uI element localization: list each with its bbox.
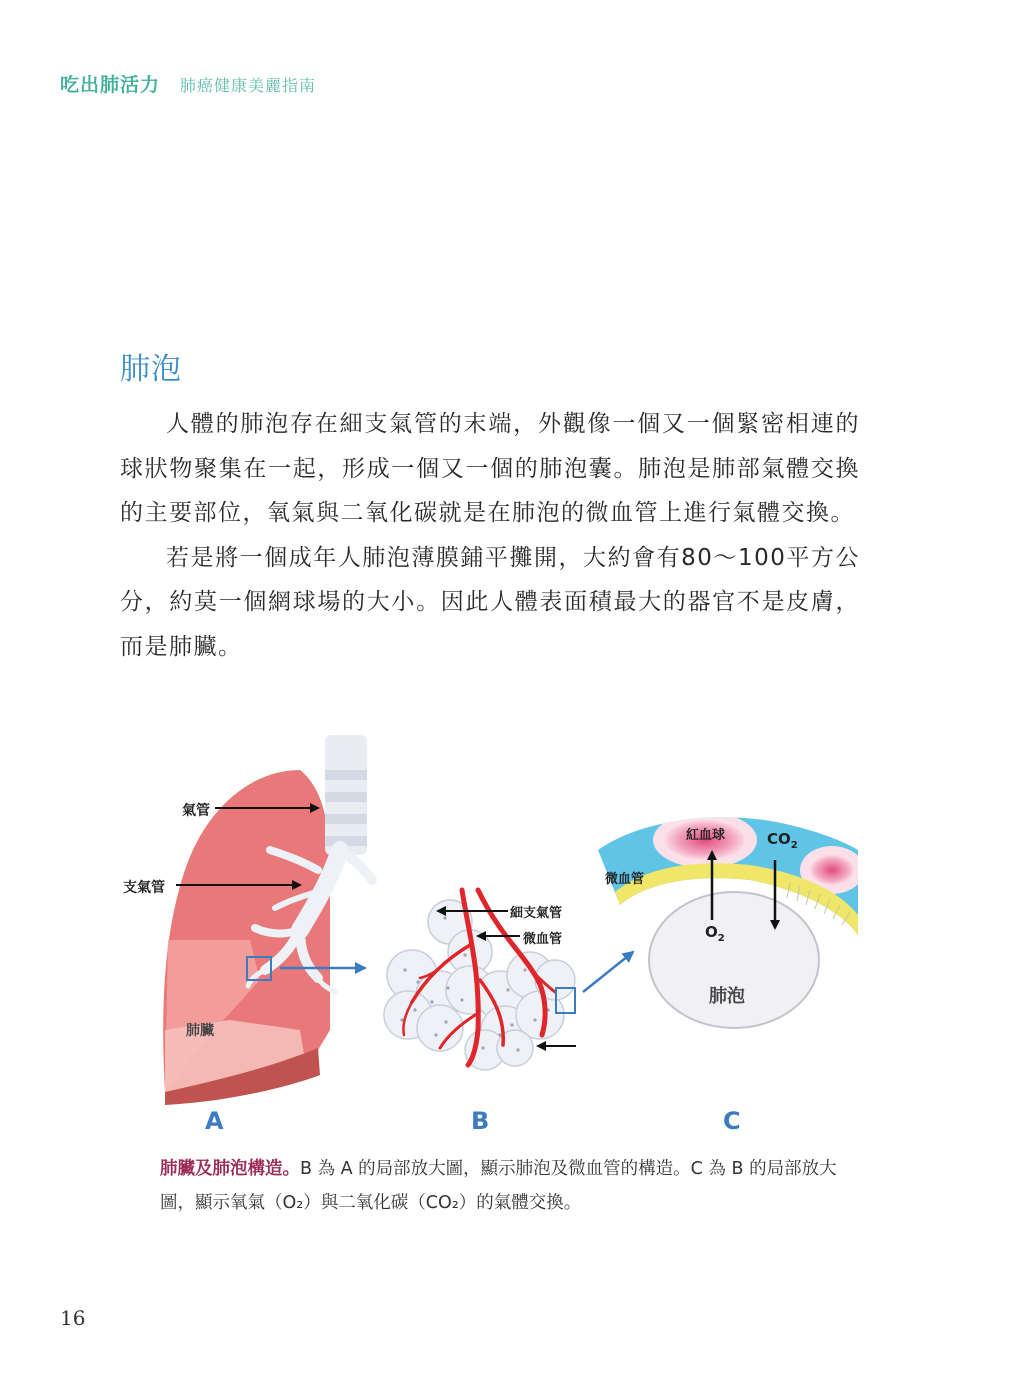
label-trachea: 氣管 xyxy=(182,803,210,819)
lung-alveolus-figure xyxy=(0,730,1021,1150)
caption-text: B 為 A 的局部放大圖，顯示肺泡及微血管的構造。C 為 B 的局部放大圖，顯示氧氣（O₂）與二氧化碳（CO₂）的氣體交換。 xyxy=(160,1159,837,1213)
label-co2: $CO_2$ xyxy=(767,830,798,851)
label-capillary-c: 微血管 xyxy=(605,872,645,887)
label-lung: 肺臟 xyxy=(186,1023,214,1039)
alveoli-diagram xyxy=(384,890,633,1070)
panel-letter-c: C xyxy=(723,1107,741,1135)
panel-letter-a: A xyxy=(205,1107,224,1135)
page-number: 16 xyxy=(60,1306,86,1330)
paragraph: 若是將一個成年人肺泡薄膜鋪平攤開，大約會有80～100平方公分，約莫一個網球場的大小。因此人體表面積最大的器官不是皮膚，而是肺臟。 xyxy=(120,544,860,660)
label-o2: $O_2$ xyxy=(705,923,725,944)
section-title: 肺泡 xyxy=(120,352,182,387)
label-alveolus: 肺泡 xyxy=(709,986,745,1007)
paragraph: 人體的肺泡存在細支氣管的末端，外觀像一個又一個緊密相連的球狀物聚集在一起，形成一個又一個的肺泡囊。肺泡是肺部氣體交換的主要部位，氧氣與二氧化碳就是在肺泡的微血管上進行氣體交換。 xyxy=(120,411,860,526)
lung-diagram xyxy=(163,735,372,1105)
figure-caption xyxy=(160,1152,860,1220)
label-bronchiole: 細支氣管 xyxy=(510,906,563,921)
panel-letter-b: B xyxy=(471,1107,490,1135)
book-title: 吃出肺活力 xyxy=(60,74,161,96)
label-bronchus: 支氣管 xyxy=(123,880,165,896)
body-text xyxy=(120,402,860,669)
caption-title: 肺臟及肺泡構造。 xyxy=(160,1159,300,1179)
label-red-blood-cell: 紅血球 xyxy=(686,828,726,843)
figure-illustration xyxy=(0,730,1021,1150)
book-subtitle: 肺癌健康美麗指南 xyxy=(180,76,317,95)
running-head xyxy=(60,70,316,97)
label-capillary-b: 微血管 xyxy=(523,932,563,947)
red-blood-cell xyxy=(810,855,854,885)
